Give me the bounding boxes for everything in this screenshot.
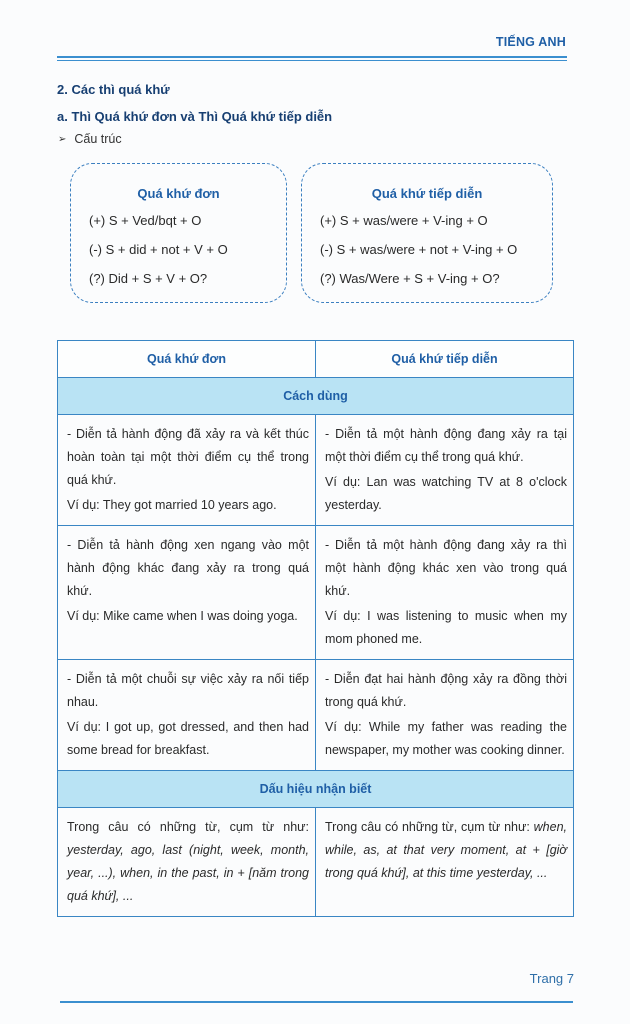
formula-question: (?) Was/Were + S + V-ing + O? (320, 271, 500, 286)
subject-header: TIẾNG ANH (495, 35, 566, 49)
usage-example: Ví dụ: Lan was watching TV at 8 o'clock yesterday. (325, 475, 567, 512)
subsection-title: a. Thì Quá khứ đơn và Thì Quá khứ tiếp diễn (57, 109, 333, 124)
comparison-table (57, 340, 574, 917)
table-row (58, 660, 574, 771)
usage-example: Ví dụ: I got up, got dressed, and then had some bread for breakfast. (67, 720, 309, 757)
usage-cell-left (58, 660, 316, 771)
signs-words: when, while, as, at that very moment, at + [giờ trong quá khứ], at this time yesterday, ... (325, 820, 568, 880)
footer-rule (60, 1001, 573, 1003)
usage-example: Ví dụ: They got married 10 years ago. (67, 498, 277, 512)
usage-cell-right (316, 415, 574, 526)
signs-band-row (58, 771, 574, 808)
usage-description: - Diễn đạt hai hành động xảy ra đồng thời trong quá khứ. (325, 672, 567, 709)
structure-title: Quá khứ đơn (137, 186, 220, 201)
usage-description: - Diễn tả một chuỗi sự việc xảy ra nối tiếp nhau. (67, 672, 309, 709)
arrowhead-bullet-icon: ➢ (58, 133, 67, 145)
usage-cell-left (58, 415, 316, 526)
usage-cell-left (58, 526, 316, 660)
usage-cell-right (316, 660, 574, 771)
structure-box-simple-past (70, 163, 287, 303)
signs-words: yesterday, ago, last (night, week, month, year, ...), when, in the past, in + [năm trong quá khứ], ... (67, 843, 309, 903)
usage-band-row (58, 378, 574, 415)
structure-box-past-continuous (301, 163, 553, 303)
signs-intro: Trong câu có những từ, cụm từ như: (325, 820, 530, 834)
table-row (58, 808, 574, 917)
usage-description: - Diễn tả một hành động đang xảy ra thì một hành động khác xen vào trong quá khứ. (325, 538, 567, 598)
page-number: Trang 7 (529, 971, 574, 986)
usage-example: Ví dụ: While my father was reading the newspaper, my mother was cooking dinner. (325, 720, 567, 757)
formula-negative: (-) S + did + not + V + O (89, 242, 228, 257)
signs-cell-right (316, 808, 574, 917)
usage-band-label: Cách dùng (58, 378, 574, 415)
formula-affirmative: (+) S + was/were + V-ing + O (320, 213, 488, 228)
usage-example: Ví dụ: I was listening to music when my mom phoned me. (325, 609, 567, 646)
usage-description: - Diễn tả một hành động đang xảy ra tại một thời điểm cụ thể trong quá khứ. (325, 427, 567, 464)
formula-affirmative: (+) S + Ved/bqt + O (89, 213, 202, 228)
header-past-continuous: Quá khứ tiếp diễn (316, 341, 574, 378)
usage-description: - Diễn tả hành động xen ngang vào một hành động khác đang xảy ra trong quá khứ. (67, 538, 309, 598)
usage-cell-right (316, 526, 574, 660)
structure-title: Quá khứ tiếp diễn (371, 186, 483, 201)
header-simple-past: Quá khứ đơn (58, 341, 316, 378)
table-row (58, 526, 574, 660)
header-rule (57, 56, 567, 61)
usage-example: Ví dụ: Mike came when I was doing yoga. (67, 609, 298, 623)
section-title: 2. Các thì quá khứ (57, 82, 170, 97)
structure-bullet (58, 132, 122, 146)
signs-intro: Trong câu có những từ, cụm từ như: (67, 820, 309, 834)
signs-band-label: Dấu hiệu nhận biết (58, 771, 574, 808)
signs-cell-left (58, 808, 316, 917)
table-row (58, 415, 574, 526)
usage-description: - Diễn tả hành động đã xảy ra và kết thúc hoàn toàn tại một thời điểm cụ thể trong quá khứ. (67, 427, 309, 487)
bullet-label: Cấu trúc (74, 132, 122, 146)
table-header-row (58, 341, 574, 378)
formula-question: (?) Did + S + V + O? (89, 271, 208, 286)
formula-negative: (-) S + was/were + not + V-ing + O (320, 242, 518, 257)
